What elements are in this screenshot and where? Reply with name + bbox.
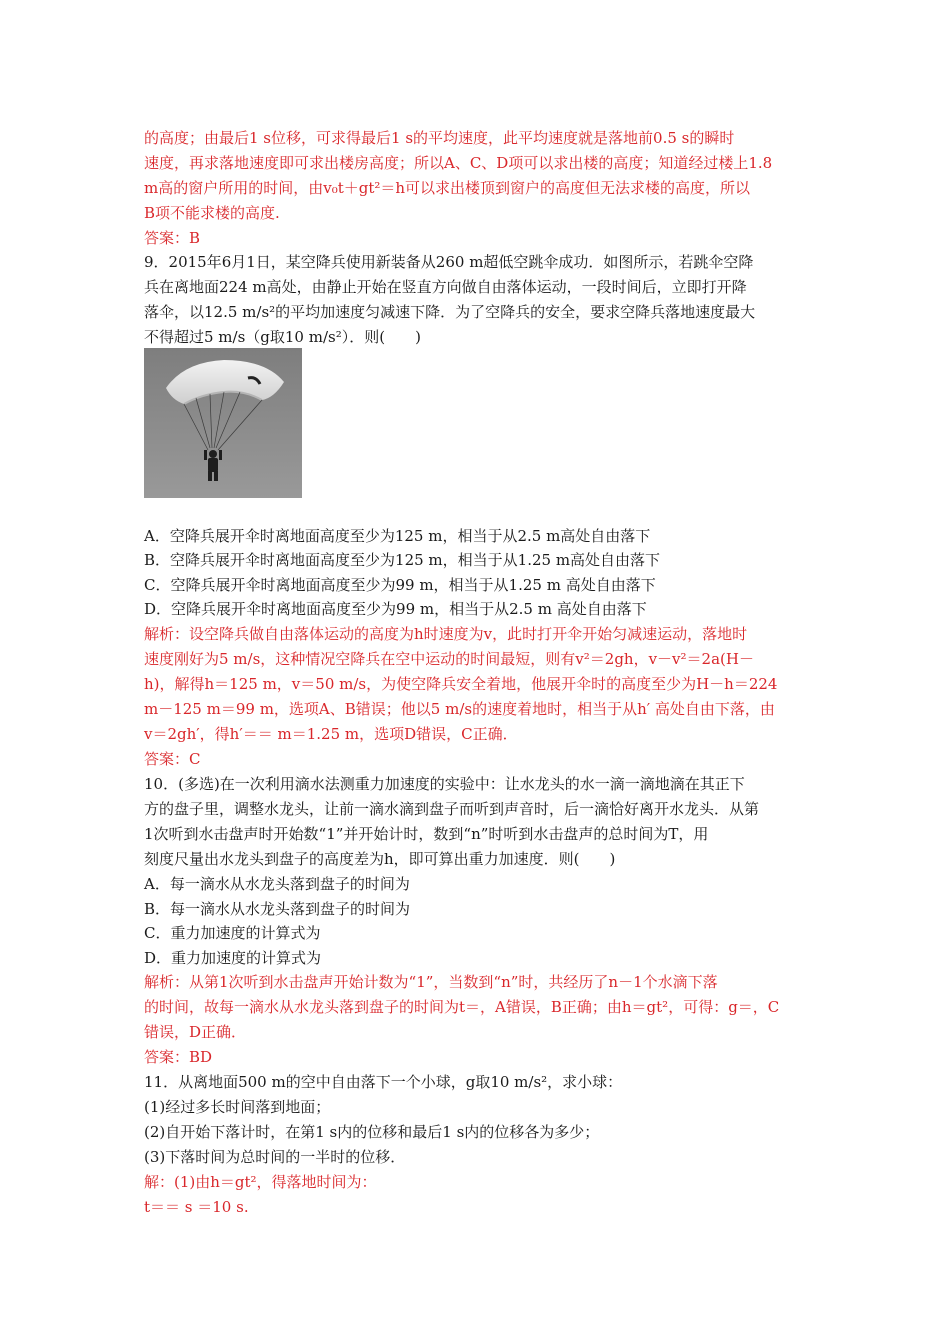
- question-11-part: (3)下落时间为总时间的一半时的位移．: [144, 1148, 406, 1166]
- option-c: C．重力加速度的计算式为: [144, 924, 321, 942]
- question-9-line: 兵在离地面224 m高处，由静止开始在竖直方向做自由落体运动，一段时间后，立即打开降: [144, 278, 747, 296]
- option-b: B．每一滴水从水龙头落到盘子的时间为: [144, 900, 411, 918]
- question-10-line: 刻度尺量出水龙头到盘子的高度差为h，即可算出重力加速度．则( ): [144, 850, 616, 868]
- analysis-line: 的时间，故每一滴水从水龙头落到盘子的时间为t＝，A错误，B正确；由h＝gt²，可得：g＝，C: [144, 998, 780, 1016]
- answer-line: 答案：B: [144, 229, 201, 247]
- parachute-icon: [144, 348, 302, 498]
- text-line: 的高度；由最后1 s位移，可求得最后1 s的平均速度，此平均速度就是落地前0.5 s的瞬时: [144, 129, 735, 147]
- option-d: D．空降兵展开伞时离地面高度至少为99 m，相当于从2.5 m 高处自由落下: [144, 600, 647, 618]
- text-line: B项不能求楼的高度.: [144, 204, 280, 222]
- solution-line: t＝＝ s ＝10 s.: [144, 1198, 249, 1216]
- analysis-line: h)，解得h＝125 m，v＝50 m/s，为使空降兵安全着地，他展开伞时的高度至少为H－h＝224: [144, 675, 778, 693]
- analysis-line: 解析：设空降兵做自由落体运动的高度为h时速度为v，此时打开伞开始匀减速运动，落地时: [144, 625, 748, 643]
- text-line: m高的窗户所用的时间，由v₀t＋gt²＝h可以求出楼顶到窗户的高度但无法求楼的高度，所以: [144, 179, 751, 197]
- question-10-line: 方的盘子里，调整水龙头，让前一滴水滴到盘子而听到声音时，后一滴恰好离开水龙头．从第: [144, 800, 760, 818]
- option-a: A．空降兵展开伞时离地面高度至少为125 m，相当于从2.5 m高处自由落下: [144, 527, 651, 545]
- question-10-line: 1次听到水击盘声时开始数“1”并开始计时，数到“n”时听到水击盘声的总时间为T，用: [144, 825, 709, 843]
- question-11-line: 11．从离地面500 m的空中自由落下一个小球，g取10 m/s²，求小球：: [144, 1073, 623, 1091]
- question-9-line: 不得超过5 m/s（g取10 m/s²）．则( ): [144, 328, 421, 346]
- question-11-part: (1)经过多长时间落到地面；: [144, 1098, 331, 1116]
- answer-line: 答案：C: [144, 750, 201, 768]
- answer-line: 答案：BD: [144, 1048, 213, 1066]
- analysis-line: m－125 m＝99 m，选项A、B错误；他以5 m/s的速度着地时，相当于从h′ 高处自由下落，由: [144, 700, 775, 718]
- question-11-part: (2)自开始下落计时，在第1 s内的位移和最后1 s内的位移各为多少；: [144, 1123, 600, 1141]
- question-10-line: 10．(多选)在一次利用滴水法测重力加速度的实验中：让水龙头的水一滴一滴地滴在其正下: [144, 775, 745, 793]
- analysis-line: v＝2gh′，得h′＝＝ m＝1.25 m，选项D错误，C正确．: [144, 725, 518, 743]
- analysis-line: 速度刚好为5 m/s，这种情况空降兵在空中运动的时间最短，则有v²＝2gh，v－v²＝2a(H－: [144, 650, 754, 668]
- analysis-line: 错误，D正确．: [144, 1023, 247, 1041]
- option-c: C．空降兵展开伞时离地面高度至少为99 m，相当于从1.25 m 高处自由落下: [144, 576, 656, 594]
- option-a: A．每一滴水从水龙头落到盘子的时间为: [144, 875, 410, 893]
- parachutist-photo: [144, 348, 302, 498]
- analysis-line: 解析：从第1次听到水击盘声开始计数为“1”，当数到“n”时，共经历了n－1个水滴下落: [144, 973, 718, 991]
- option-b: B．空降兵展开伞时离地面高度至少为125 m，相当于从1.25 m高处自由落下: [144, 551, 661, 569]
- option-d: D．重力加速度的计算式为: [144, 949, 322, 967]
- text-line: 速度，再求落地速度即可求出楼房高度；所以A、C、D项可以求出楼的高度；知道经过楼上1.8: [144, 154, 773, 172]
- question-9-line: 9．2015年6月1日，某空降兵使用新装备从260 m超低空跳伞成功．如图所示，若跳伞空降: [144, 253, 754, 271]
- solution-line: 解：(1)由h＝gt²，得落地时间为：: [144, 1173, 377, 1191]
- question-9-line: 落伞，以12.5 m/s²的平均加速度匀减速下降．为了空降兵的安全，要求空降兵落地速度最大: [144, 303, 756, 321]
